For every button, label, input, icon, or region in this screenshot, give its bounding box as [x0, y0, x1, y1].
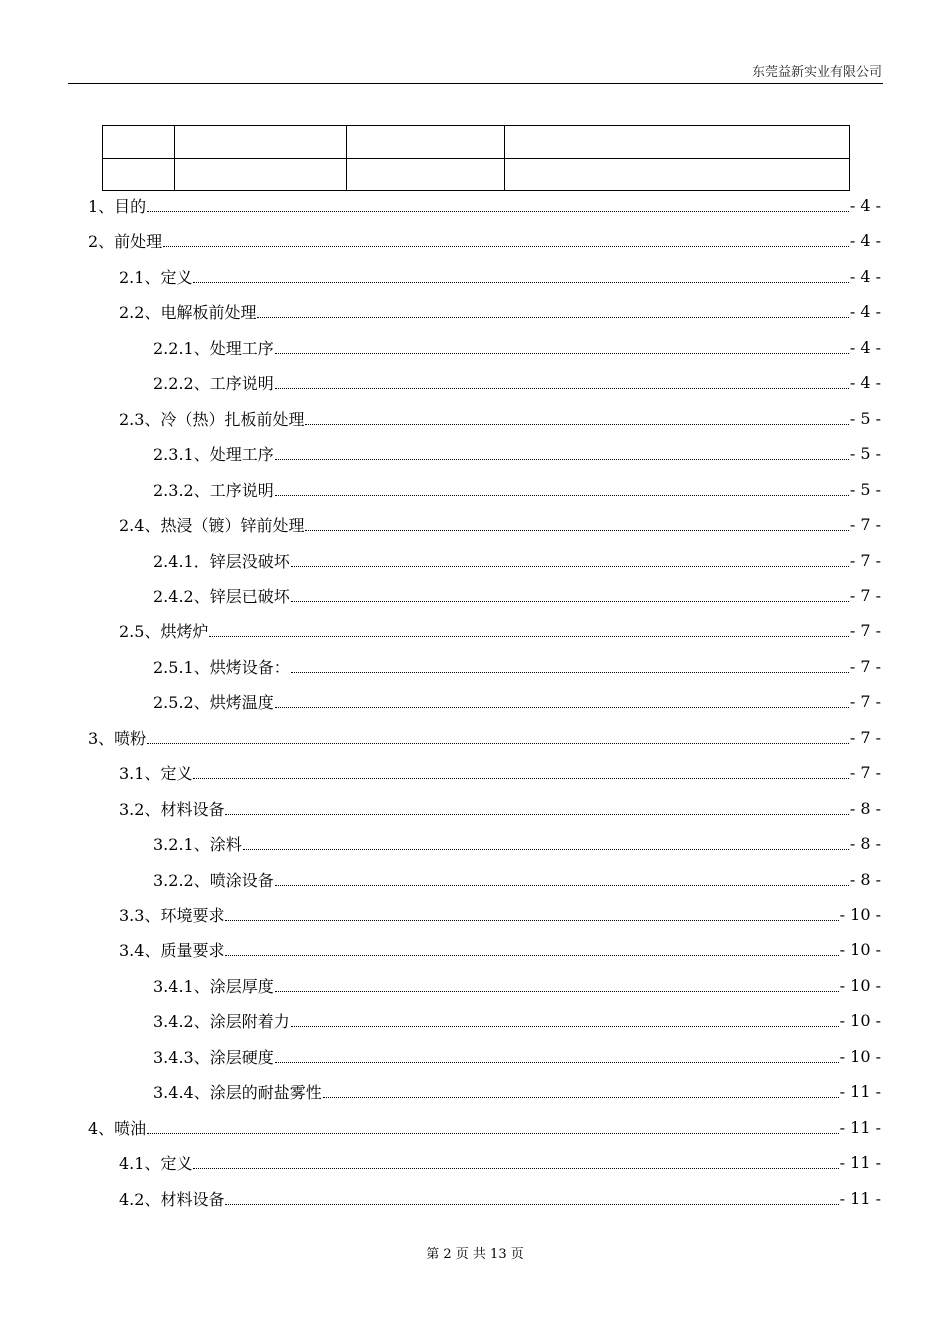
toc-entry-title: 2.4.1．锌层没破坏 [153, 551, 290, 571]
toc-entry[interactable] [119, 897, 881, 932]
toc-entry-page: - 7 - [849, 727, 881, 747]
toc-entry-page: - 5 - [849, 444, 881, 464]
toc-entry-title: 4.1、定义 [119, 1154, 193, 1174]
toc-entry-page: - 4 - [849, 196, 881, 215]
toc-entry-title: 3.4.1、涂层厚度 [153, 976, 274, 996]
toc-entry[interactable] [153, 862, 881, 897]
table-row [103, 158, 850, 191]
toc-entry-title: 3.2、材料设备 [119, 799, 225, 819]
table-cell [103, 126, 175, 159]
toc-dot-leader [275, 353, 849, 354]
toc-entry-page: - 4 - [849, 337, 881, 357]
toc-entry-page: - 4 - [849, 373, 881, 393]
toc-dot-leader [291, 1026, 839, 1027]
toc-entry-title: 3.1、定义 [119, 764, 193, 784]
toc-entry-page: - 10 - [839, 1046, 881, 1066]
toc-entry-title: 2.1、定义 [119, 267, 193, 287]
toc-entry-title: 3.4、质量要求 [119, 941, 225, 961]
toc-entry-title: 2.3.2、工序说明 [153, 480, 274, 500]
toc-entry-title: 2.3、冷（热）扎板前处理 [119, 409, 305, 429]
toc-dot-leader [163, 246, 849, 247]
toc-entry[interactable] [119, 507, 881, 542]
toc-entry[interactable] [88, 1110, 881, 1145]
toc-entry-title: 2.3.1、处理工序 [153, 445, 274, 465]
toc-entry-page: - 5 - [849, 408, 881, 428]
toc-dot-leader [193, 282, 848, 283]
toc-entry[interactable] [119, 755, 881, 790]
toc-entry-page: - 4 - [849, 231, 881, 251]
table-row [103, 126, 850, 159]
toc-dot-leader [291, 672, 849, 673]
toc-dot-leader [275, 991, 839, 992]
table-cell [505, 158, 850, 191]
toc-dot-leader [257, 317, 848, 318]
toc-entry[interactable] [153, 543, 881, 578]
toc-entry-title: 2.5.2、烘烤温度 [153, 693, 274, 713]
toc-entry-title: 2、前处理 [88, 232, 163, 252]
toc-entry-title: 2.5、烘烤炉 [119, 622, 209, 642]
toc-entry-page: - 10 - [839, 905, 881, 924]
toc-entry-title: 3.3、环境要求 [119, 906, 225, 925]
toc-dot-leader [275, 1062, 839, 1063]
table-cell [347, 158, 505, 191]
toc-entry[interactable] [119, 1145, 881, 1180]
toc-entry[interactable] [153, 472, 881, 507]
toc-entry[interactable] [119, 401, 881, 436]
toc-dot-leader [225, 814, 848, 815]
toc-entry-page: - 8 - [849, 869, 881, 889]
toc-entry-page: - 4 - [849, 266, 881, 286]
toc-entry[interactable] [119, 613, 881, 648]
toc-entry-title: 4.2、材料设备 [119, 1189, 225, 1209]
toc-entry[interactable] [153, 1039, 881, 1074]
toc-entry-page: - 7 - [849, 621, 881, 641]
toc-dot-leader [193, 1168, 838, 1169]
toc-entry-title: 3.2.1、涂料 [153, 835, 242, 855]
toc-entry-title: 2.5.1、烘烤设备： [153, 657, 290, 677]
table-cell [347, 126, 505, 159]
toc-entry-title: 2.2.1、处理工序 [153, 338, 274, 358]
toc-entry-page: - 8 - [849, 834, 881, 854]
toc-dot-leader [275, 885, 849, 886]
toc-dot-leader [305, 424, 848, 425]
toc-entry-page: - 7 - [849, 656, 881, 676]
toc-entry-title: 1、目的 [88, 197, 147, 216]
toc-entry[interactable] [153, 826, 881, 861]
toc-dot-leader [323, 1097, 839, 1098]
toc-entry-page: - 11 - [839, 1082, 881, 1102]
toc-entry-page: - 7 - [849, 585, 881, 605]
toc-dot-leader [225, 920, 838, 921]
toc-entry[interactable] [153, 365, 881, 400]
toc-entry[interactable] [153, 330, 881, 365]
toc-entry-page: - 11 - [839, 1188, 881, 1208]
toc-dot-leader [193, 778, 848, 779]
table-cell [505, 126, 850, 159]
toc-entry[interactable] [88, 188, 881, 223]
toc-entry-page: - 7 - [849, 515, 881, 535]
toc-entry-page: - 8 - [849, 798, 881, 818]
toc-entry[interactable] [119, 791, 881, 826]
table-cell [175, 158, 347, 191]
toc-entry-title: 2.2.2、工序说明 [153, 374, 274, 394]
toc-dot-leader [147, 211, 849, 212]
toc-dot-leader [225, 1204, 838, 1205]
toc-dot-leader [225, 955, 838, 956]
page-number-footer: 第 2 页 共 13 页 [426, 1247, 524, 1262]
toc-entry[interactable] [119, 294, 881, 329]
table-cell [175, 126, 347, 159]
toc-entry[interactable] [153, 436, 881, 471]
toc-entry[interactable] [88, 720, 881, 755]
toc-entry-title: 2.4、热浸（镀）锌前处理 [119, 516, 305, 536]
toc-entry-page: - 11 - [839, 1117, 881, 1137]
toc-entry[interactable] [153, 649, 881, 684]
toc-dot-leader [275, 707, 849, 708]
toc-entry-page: - 10 - [839, 1011, 881, 1031]
toc-entry-title: 2.2、电解板前处理 [119, 303, 257, 323]
toc-entry[interactable] [153, 968, 881, 1003]
toc-entry-page: - 7 - [849, 550, 881, 570]
toc-entry-page: - 5 - [849, 479, 881, 499]
table-cell [103, 158, 175, 191]
toc-dot-leader [291, 601, 849, 602]
toc-entry-page: - 11 - [839, 1153, 881, 1173]
toc-entry[interactable] [153, 1074, 881, 1109]
toc-entry[interactable] [88, 223, 881, 258]
toc-dot-leader [147, 1133, 838, 1134]
toc-entry[interactable] [153, 578, 881, 613]
toc-entry[interactable] [153, 684, 881, 719]
toc-dot-leader [291, 566, 849, 567]
header-divider [68, 83, 883, 84]
toc-entry[interactable] [119, 259, 881, 294]
toc-dot-leader [275, 388, 849, 389]
toc-entry[interactable] [119, 1181, 881, 1216]
toc-entry-page: - 7 - [849, 692, 881, 712]
toc-dot-leader [275, 495, 849, 496]
toc-entry-page: - 10 - [839, 940, 881, 960]
toc-entry-title: 4、喷油 [88, 1118, 147, 1138]
toc-entry-page: - 7 - [849, 763, 881, 783]
toc-entry-page: - 4 - [849, 302, 881, 322]
toc-entry-title: 3、喷粉 [88, 728, 147, 748]
toc-entry[interactable] [119, 932, 881, 967]
toc-dot-leader [209, 636, 848, 637]
toc-entry-page: - 10 - [839, 975, 881, 995]
toc-entry-title: 3.4.3、涂层硬度 [153, 1047, 274, 1067]
toc-entry-title: 3.4.4、涂层的耐盐雾性 [153, 1083, 322, 1103]
toc-dot-leader [305, 530, 848, 531]
toc-entry[interactable] [153, 1003, 881, 1038]
toc-entry-title: 3.2.2、喷涂设备 [153, 870, 274, 890]
toc-dot-leader [275, 459, 849, 460]
toc-entry-title: 3.4.2、涂层附着力 [153, 1012, 290, 1032]
header-company-name: 东莞益新实业有限公司 [751, 65, 882, 80]
revision-table [102, 125, 850, 191]
toc-dot-leader [243, 849, 849, 850]
toc-entry-title: 2.4.2、锌层已破坏 [153, 586, 290, 606]
toc-dot-leader [147, 743, 849, 744]
